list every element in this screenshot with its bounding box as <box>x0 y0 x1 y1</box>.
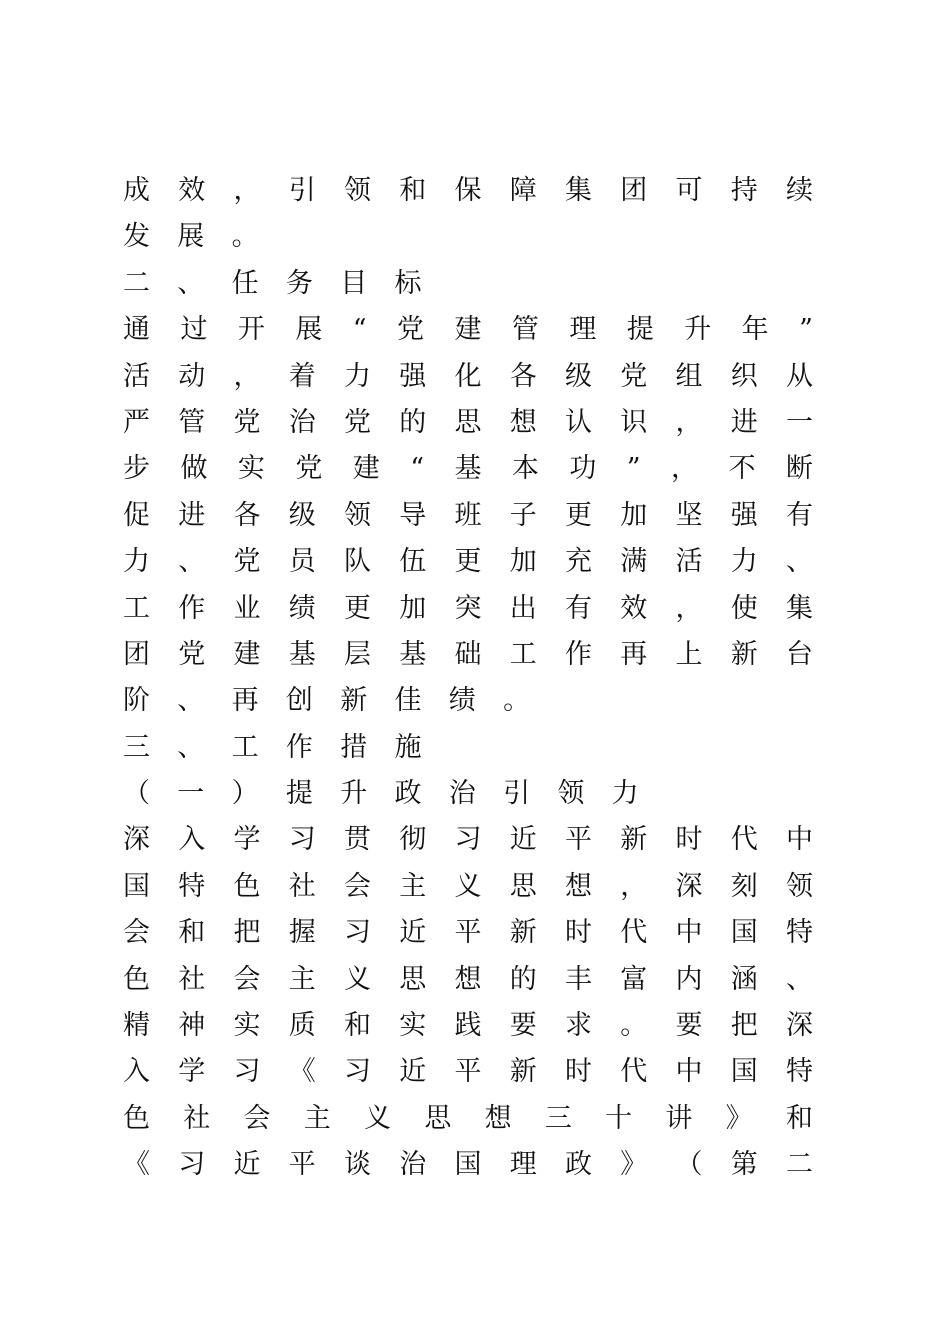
text-line: 深 入 学 习 贯 彻 习 近 平 新 时 代 中 <box>123 824 813 856</box>
text-line: 国 特 色 社 会 主 义 思 想 ， 深 刻 领 <box>123 870 813 902</box>
text-line: 阶 、 再 创 新 佳 绩 。 <box>123 685 531 717</box>
text-line: 三 、 工 作 措 施 <box>123 731 422 763</box>
text-line: 严 管 党 治 党 的 思 想 认 识 ， 进 一 <box>123 406 813 438</box>
text-line: 促 进 各 级 领 导 班 子 更 加 坚 强 有 <box>123 499 813 531</box>
text-line: 发 展 。 <box>123 221 259 253</box>
text-line: 会 和 把 握 习 近 平 新 时 代 中 国 特 <box>123 917 813 949</box>
text-line: 成 效 ， 引 领 和 保 障 集 团 可 持 续 <box>123 175 813 206</box>
text-line: 入 学 习 《 习 近 平 新 时 代 中 国 特 <box>123 1056 813 1088</box>
text-line: 二 、 任 务 目 标 <box>123 267 422 299</box>
text-line: （ 一 ） 提 升 政 治 引 领 力 <box>123 778 639 810</box>
text-line: 团 党 建 基 层 基 础 工 作 再 上 新 台 <box>123 638 813 670</box>
text-line: 《 习 近 平 谈 治 国 理 政 》 （ 第 二 <box>123 1149 813 1181</box>
text-line: 工 作 业 绩 更 加 突 出 有 效 ， 使 集 <box>123 592 813 624</box>
text-line: 步 做 实 党 建 “ 基 本 功 ” ， 不 断 <box>123 453 813 485</box>
text-line: 色 社 会 主 义 思 想 的 丰 富 内 涵 、 <box>123 963 813 995</box>
text-line: 色 社 会 主 义 思 想 三 十 讲 》 和 <box>123 1102 813 1134</box>
text-line: 力 、 党 员 队 伍 更 加 充 满 活 力 、 <box>123 546 813 578</box>
text-line: 通 过 开 展 “ 党 建 管 理 提 升 年 ” <box>123 314 813 346</box>
text-line: 精 神 实 质 和 实 践 要 求 。 要 把 深 <box>123 1010 813 1042</box>
document-body <box>123 168 813 1189</box>
text-line: 活 动 ， 着 力 强 化 各 级 党 组 织 从 <box>123 360 813 392</box>
